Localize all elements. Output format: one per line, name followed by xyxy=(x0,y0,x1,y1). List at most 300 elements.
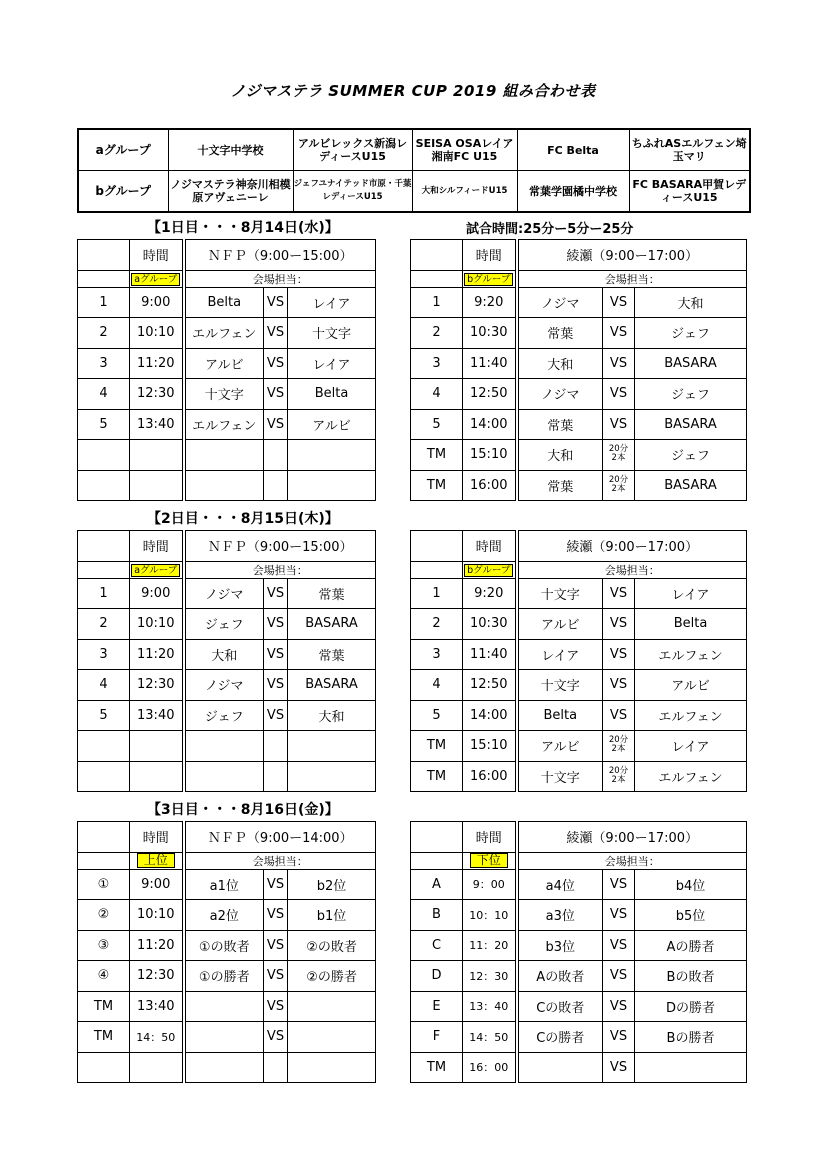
tm-format: 20分 2本 xyxy=(608,735,629,755)
away-team xyxy=(288,470,376,501)
match-no: ④ xyxy=(78,961,130,992)
no-header xyxy=(411,240,463,271)
match-time: 14：50 xyxy=(463,1022,517,1053)
vs-cell xyxy=(264,470,288,501)
match-no: ③ xyxy=(78,930,130,961)
match-time: 11:20 xyxy=(130,639,184,670)
home-team: アルビ xyxy=(184,348,264,379)
group-table xyxy=(77,128,751,213)
match-row xyxy=(411,609,747,640)
day-heading: 【1日目・・・8月14日(水)】 xyxy=(147,220,339,236)
vs-cell: VS xyxy=(264,1022,288,1053)
match-time xyxy=(130,440,184,471)
match-row xyxy=(78,991,376,1022)
away-team: アルビ xyxy=(635,670,747,701)
match-row xyxy=(78,1022,376,1053)
match-row xyxy=(78,900,376,931)
home-team: a2位 xyxy=(184,900,264,931)
vs-cell xyxy=(264,440,288,471)
match-row xyxy=(78,930,376,961)
schedule-header xyxy=(411,240,747,271)
staff-label: 会場担当： xyxy=(517,270,747,287)
schedule-left xyxy=(77,530,376,792)
match-time: 9：00 xyxy=(463,869,517,900)
match-time: 14:00 xyxy=(463,700,517,731)
schedule-left xyxy=(77,239,376,501)
match-row xyxy=(78,578,376,609)
home-team xyxy=(184,761,264,792)
home-team: ノジマ xyxy=(184,578,264,609)
schedule-header xyxy=(411,822,747,853)
vs-cell: VS xyxy=(603,930,635,961)
away-team: b5位 xyxy=(635,900,747,931)
group-tag: aグループ xyxy=(131,273,180,286)
match-no: 2 xyxy=(78,609,130,640)
vs-cell: VS xyxy=(264,869,288,900)
away-team: エルフェン xyxy=(635,761,747,792)
vs-cell: VS xyxy=(603,869,635,900)
home-team: Aの敗者 xyxy=(517,961,603,992)
away-team: エルフェン xyxy=(635,639,747,670)
home-team xyxy=(184,440,264,471)
vs-cell xyxy=(264,1052,288,1083)
away-team: b2位 xyxy=(288,869,376,900)
away-team: 常葉 xyxy=(288,578,376,609)
away-team: アルビ xyxy=(288,409,376,440)
no-header xyxy=(411,531,463,562)
match-no: 4 xyxy=(78,379,130,410)
match-no xyxy=(78,731,130,762)
home-team xyxy=(184,1022,264,1053)
home-team: 大和 xyxy=(517,348,603,379)
away-team xyxy=(288,440,376,471)
vs-cell: VS xyxy=(603,379,635,410)
match-no: TM xyxy=(78,1022,130,1053)
home-team: 十文字 xyxy=(517,670,603,701)
away-team: レイア xyxy=(288,348,376,379)
home-team xyxy=(184,1052,264,1083)
match-no xyxy=(78,470,130,501)
match-time: 10:30 xyxy=(463,609,517,640)
match-time: 15:10 xyxy=(463,440,517,471)
group-team: 十文字中学校 xyxy=(168,129,293,171)
away-team: ジェフ xyxy=(635,379,747,410)
match-no: ① xyxy=(78,869,130,900)
away-team: ②の勝者 xyxy=(288,961,376,992)
match-no: 2 xyxy=(78,318,130,349)
vs-cell xyxy=(603,470,635,501)
venue-header: ＮＦＰ（9:00ー15:00） xyxy=(184,531,376,562)
no-header xyxy=(78,531,130,562)
group-team: SEISA OSAレイア湘南FC U15 xyxy=(412,129,517,171)
match-time: 16:00 xyxy=(463,470,517,501)
vs-cell: VS xyxy=(264,639,288,670)
home-team: b3位 xyxy=(517,930,603,961)
match-row xyxy=(78,731,376,762)
away-team: Bの勝者 xyxy=(635,1022,747,1053)
vs-cell xyxy=(603,761,635,792)
away-team: BASARA xyxy=(635,348,747,379)
away-team: ②の敗者 xyxy=(288,930,376,961)
venue-header: ＮＦＰ（9:00ー14:00） xyxy=(184,822,376,853)
home-team: 大和 xyxy=(517,440,603,471)
match-row xyxy=(411,869,747,900)
match-row xyxy=(411,379,747,410)
match-row xyxy=(411,731,747,762)
group-team: 常葉学園橘中学校 xyxy=(517,171,629,213)
match-time-note: 試合時間:25分ー5分ー25分 xyxy=(466,222,634,237)
staff-label: 会場担当： xyxy=(517,852,747,869)
match-time: 9:00 xyxy=(130,287,184,318)
match-time xyxy=(130,761,184,792)
away-team xyxy=(288,761,376,792)
vs-cell: VS xyxy=(603,991,635,1022)
home-team xyxy=(184,731,264,762)
home-team xyxy=(184,470,264,501)
group-tag-cell xyxy=(463,561,517,578)
match-row xyxy=(78,440,376,471)
match-time: 10:10 xyxy=(130,318,184,349)
group-tag: bグループ xyxy=(464,273,513,286)
away-team: Bの敗者 xyxy=(635,961,747,992)
away-team xyxy=(288,991,376,1022)
group-row-b xyxy=(78,171,750,213)
match-time xyxy=(130,731,184,762)
match-time: 11:20 xyxy=(130,930,184,961)
match-time: 9:20 xyxy=(463,287,517,318)
match-time: 11:40 xyxy=(463,348,517,379)
home-team: 十文字 xyxy=(517,578,603,609)
away-team: 大和 xyxy=(288,700,376,731)
time-header: 時間 xyxy=(130,240,184,271)
away-team: b1位 xyxy=(288,900,376,931)
match-time: 15:10 xyxy=(463,731,517,762)
away-team xyxy=(288,1052,376,1083)
schedule-right xyxy=(410,821,747,1083)
match-row xyxy=(411,961,747,992)
match-no: 4 xyxy=(78,670,130,701)
group-tag: 下位 xyxy=(470,853,508,868)
no-sub xyxy=(411,270,463,287)
home-team: ①の敗者 xyxy=(184,930,264,961)
group-team: FC BASARA甲賀レディースU15 xyxy=(629,171,750,213)
match-no: TM xyxy=(411,470,463,501)
staff-label: 会場担当： xyxy=(184,561,376,578)
schedule-right xyxy=(410,239,747,501)
vs-cell: VS xyxy=(603,900,635,931)
home-team: Cの勝者 xyxy=(517,1022,603,1053)
vs-cell: VS xyxy=(264,409,288,440)
vs-cell: VS xyxy=(264,609,288,640)
home-team: アルビ xyxy=(517,609,603,640)
home-team xyxy=(184,991,264,1022)
match-no: TM xyxy=(411,440,463,471)
match-row xyxy=(78,318,376,349)
schedule-left xyxy=(77,821,376,1083)
match-no: 1 xyxy=(411,578,463,609)
vs-cell: VS xyxy=(603,578,635,609)
match-row xyxy=(78,869,376,900)
match-time: 14:00 xyxy=(463,409,517,440)
no-sub xyxy=(411,852,463,869)
match-no: 5 xyxy=(78,409,130,440)
vs-cell: VS xyxy=(264,379,288,410)
match-no: TM xyxy=(411,761,463,792)
match-row xyxy=(78,287,376,318)
vs-cell xyxy=(603,731,635,762)
match-row xyxy=(411,470,747,501)
match-time: 13：40 xyxy=(463,991,517,1022)
vs-cell xyxy=(264,761,288,792)
match-row xyxy=(411,1052,747,1083)
match-no: 3 xyxy=(411,639,463,670)
match-time: 16：00 xyxy=(463,1052,517,1083)
home-team: a1位 xyxy=(184,869,264,900)
match-row xyxy=(411,761,747,792)
match-row xyxy=(411,930,747,961)
vs-cell: VS xyxy=(603,700,635,731)
away-team: 十文字 xyxy=(288,318,376,349)
match-row xyxy=(78,379,376,410)
no-sub xyxy=(78,852,130,869)
away-team: 大和 xyxy=(635,287,747,318)
match-row xyxy=(78,348,376,379)
home-team: レイア xyxy=(517,639,603,670)
match-time: 10:30 xyxy=(463,318,517,349)
group-row-a xyxy=(78,129,750,171)
match-no: 5 xyxy=(78,700,130,731)
match-time: 13:40 xyxy=(130,700,184,731)
home-team xyxy=(517,1052,603,1083)
home-team: a3位 xyxy=(517,900,603,931)
group-tag-cell xyxy=(130,270,184,287)
match-no: 4 xyxy=(411,379,463,410)
match-time: 9:00 xyxy=(130,869,184,900)
group-team: アルビレックス新潟レディースU15 xyxy=(293,129,412,171)
no-sub xyxy=(411,561,463,578)
vs-cell: VS xyxy=(264,961,288,992)
match-time: 13:40 xyxy=(130,991,184,1022)
away-team: ジェフ xyxy=(635,318,747,349)
schedule-subheader xyxy=(411,852,747,869)
away-team: ジェフ xyxy=(635,440,747,471)
page-title: ノジマステラ SUMMER CUP 2019 組み合わせ表 xyxy=(230,82,596,100)
schedule-header xyxy=(78,240,376,271)
vs-cell: VS xyxy=(264,318,288,349)
vs-cell: VS xyxy=(603,409,635,440)
away-team: レイア xyxy=(288,287,376,318)
match-no: 5 xyxy=(411,700,463,731)
match-row xyxy=(78,761,376,792)
day-heading: 【3日目・・・8月16日(金)】 xyxy=(147,802,339,818)
schedule-subheader xyxy=(78,852,376,869)
vs-cell: VS xyxy=(603,1052,635,1083)
match-row xyxy=(411,287,747,318)
vs-cell: VS xyxy=(603,609,635,640)
time-header: 時間 xyxy=(463,822,517,853)
home-team: 十文字 xyxy=(517,761,603,792)
away-team: BASARA xyxy=(288,670,376,701)
tm-format: 20分 2本 xyxy=(608,474,629,494)
vs-cell: VS xyxy=(264,578,288,609)
group-team: FC Belta xyxy=(517,129,629,171)
away-team xyxy=(635,1052,747,1083)
home-team: ノジマ xyxy=(184,670,264,701)
away-team: レイア xyxy=(635,731,747,762)
group-tag-cell xyxy=(130,852,184,869)
staff-label: 会場担当： xyxy=(184,270,376,287)
match-time: 12:30 xyxy=(130,961,184,992)
no-sub xyxy=(78,561,130,578)
match-no: 1 xyxy=(78,578,130,609)
group-tag: 上位 xyxy=(137,853,175,868)
match-time: 12:50 xyxy=(463,670,517,701)
away-team: Aの勝者 xyxy=(635,930,747,961)
match-no: 5 xyxy=(411,409,463,440)
away-team xyxy=(288,1022,376,1053)
match-row xyxy=(78,639,376,670)
away-team: レイア xyxy=(635,578,747,609)
no-sub xyxy=(78,270,130,287)
away-team: Belta xyxy=(288,379,376,410)
match-row xyxy=(411,700,747,731)
match-time xyxy=(130,470,184,501)
match-time: 9:00 xyxy=(130,578,184,609)
match-no: 3 xyxy=(78,639,130,670)
group-tag-cell xyxy=(463,270,517,287)
match-time: 12:30 xyxy=(130,670,184,701)
no-header xyxy=(78,240,130,271)
match-time: 13:40 xyxy=(130,409,184,440)
staff-label: 会場担当： xyxy=(184,852,376,869)
match-no: 3 xyxy=(78,348,130,379)
vs-cell: VS xyxy=(264,930,288,961)
no-header xyxy=(411,822,463,853)
home-team: 常葉 xyxy=(517,409,603,440)
match-no: E xyxy=(411,991,463,1022)
vs-cell xyxy=(264,731,288,762)
staff-label: 会場担当： xyxy=(517,561,747,578)
match-no xyxy=(78,440,130,471)
match-no: ② xyxy=(78,900,130,931)
tm-format: 20分 2本 xyxy=(608,444,629,464)
match-no: 2 xyxy=(411,609,463,640)
home-team: 常葉 xyxy=(517,318,603,349)
vs-cell: VS xyxy=(264,991,288,1022)
match-no: TM xyxy=(411,731,463,762)
away-team xyxy=(288,731,376,762)
time-header: 時間 xyxy=(130,822,184,853)
match-time: 11：20 xyxy=(463,930,517,961)
match-no: C xyxy=(411,930,463,961)
match-no: A xyxy=(411,869,463,900)
match-no: 2 xyxy=(411,318,463,349)
group-tag: aグループ xyxy=(131,564,180,577)
home-team: ①の勝者 xyxy=(184,961,264,992)
home-team: Cの敗者 xyxy=(517,991,603,1022)
schedule-subheader xyxy=(411,270,747,287)
group-tag: bグループ xyxy=(464,564,513,577)
schedule-right xyxy=(410,530,747,792)
match-no: B xyxy=(411,900,463,931)
group-label-a: aグループ xyxy=(78,129,168,171)
match-row xyxy=(78,470,376,501)
group-team: ノジマステラ神奈川相模原アヴェニーレ xyxy=(168,171,293,213)
schedule-header xyxy=(78,822,376,853)
venue-header: ＮＦＰ（9:00ー15:00） xyxy=(184,240,376,271)
time-header: 時間 xyxy=(130,531,184,562)
away-team: BASARA xyxy=(288,609,376,640)
home-team: ジェフ xyxy=(184,609,264,640)
match-row xyxy=(411,348,747,379)
day-heading: 【2日目・・・8月15日(木)】 xyxy=(147,511,339,527)
match-row xyxy=(411,639,747,670)
home-team: ノジマ xyxy=(517,287,603,318)
vs-cell xyxy=(603,440,635,471)
match-no: 4 xyxy=(411,670,463,701)
venue-header: 綾瀬（9:00ー17:00） xyxy=(517,822,747,853)
group-team: ちふれASエルフェン埼玉マリ xyxy=(629,129,750,171)
match-row xyxy=(411,1022,747,1053)
match-row xyxy=(411,440,747,471)
match-row xyxy=(78,1052,376,1083)
vs-cell: VS xyxy=(264,348,288,379)
schedule-subheader xyxy=(78,270,376,287)
match-no: D xyxy=(411,961,463,992)
match-time xyxy=(130,1052,184,1083)
tm-format: 20分 2本 xyxy=(608,765,629,785)
vs-cell: VS xyxy=(603,287,635,318)
match-time: 10:10 xyxy=(130,900,184,931)
match-row xyxy=(78,961,376,992)
vs-cell: VS xyxy=(603,670,635,701)
schedule-subheader xyxy=(411,561,747,578)
vs-cell: VS xyxy=(603,961,635,992)
home-team: ジェフ xyxy=(184,700,264,731)
vs-cell: VS xyxy=(603,639,635,670)
match-time: 11:40 xyxy=(463,639,517,670)
match-no xyxy=(78,1052,130,1083)
home-team: ノジマ xyxy=(517,379,603,410)
match-time: 12:50 xyxy=(463,379,517,410)
match-time: 12:30 xyxy=(130,379,184,410)
venue-header: 綾瀬（9:00ー17:00） xyxy=(517,240,747,271)
vs-cell: VS xyxy=(264,700,288,731)
match-row xyxy=(78,609,376,640)
away-team: エルフェン xyxy=(635,700,747,731)
home-team: a4位 xyxy=(517,869,603,900)
match-row xyxy=(411,670,747,701)
time-header: 時間 xyxy=(463,531,517,562)
match-time: 10：10 xyxy=(463,900,517,931)
away-team: Dの勝者 xyxy=(635,991,747,1022)
match-row xyxy=(78,409,376,440)
match-time: 14：50 xyxy=(130,1022,184,1053)
group-team: ジェフユナイテッド市原・千葉レディースU15 xyxy=(293,171,412,213)
home-team: アルビ xyxy=(517,731,603,762)
match-row xyxy=(78,700,376,731)
group-label-b: bグループ xyxy=(78,171,168,213)
away-team: 常葉 xyxy=(288,639,376,670)
schedule-subheader xyxy=(78,561,376,578)
home-team: Belta xyxy=(517,700,603,731)
match-no: 1 xyxy=(411,287,463,318)
vs-cell: VS xyxy=(603,348,635,379)
home-team: 常葉 xyxy=(517,470,603,501)
home-team: Belta xyxy=(184,287,264,318)
vs-cell: VS xyxy=(264,287,288,318)
no-header xyxy=(78,822,130,853)
